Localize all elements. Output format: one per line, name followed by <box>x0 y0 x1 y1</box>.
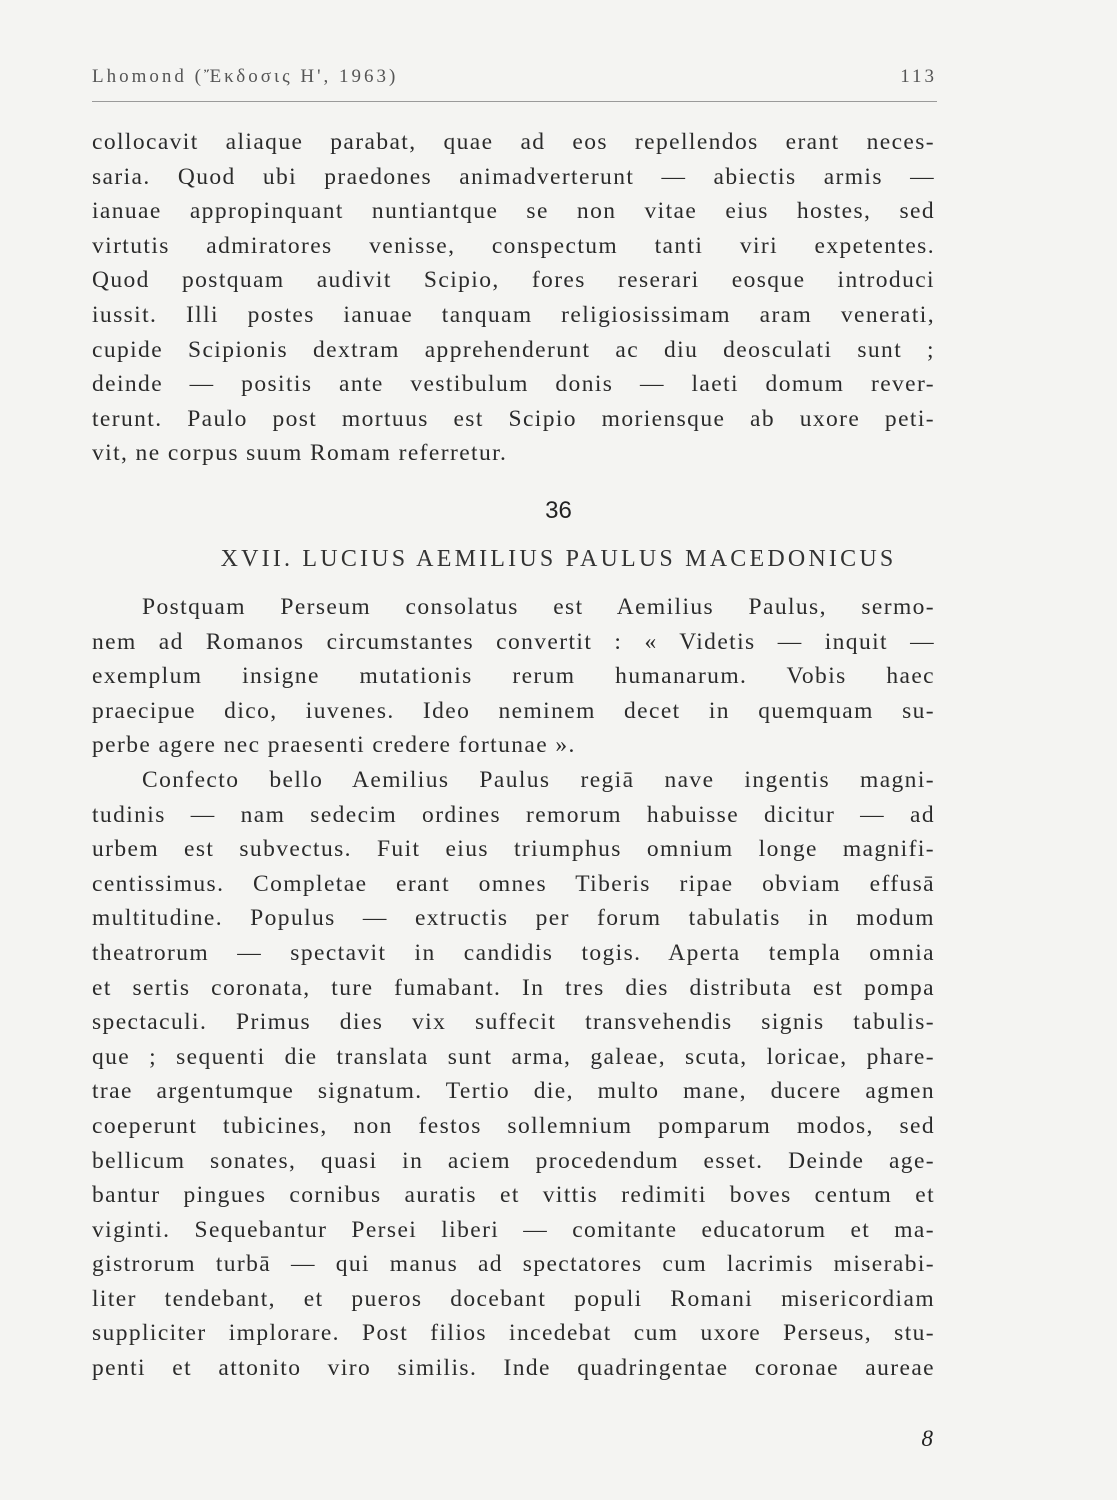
text-line: exemplum insigne mutationis rerum humanarum. Vobis haec <box>92 663 935 690</box>
running-head <box>92 66 937 88</box>
text-line: collocavit aliaque parabat, quae ad eos repellendos erant neces- <box>92 129 935 155</box>
text-line: nem ad Romanos circumstantes convertit : « Videtis — inquit — <box>92 628 935 655</box>
text-line: ianuae appropinquant nuntiantque se non vitae eius hostes, sed <box>92 198 935 225</box>
section-number: 36 <box>545 497 572 524</box>
text-line: viginti. Sequebantur Persei liberi — comitante educatorum et ma- <box>92 1216 935 1243</box>
text-line: vit, ne corpus suum Romam referretur. <box>92 440 508 467</box>
text-line: spectaculi. Primus dies vix suffecit transvehendis signis tabulis- <box>92 1009 935 1036</box>
text-line: Postquam Perseum consolatus est Aemilius Paulus, sermo- <box>142 594 935 620</box>
text-line: bantur pingues cornibus auratis et vittis redimiti boves centum et <box>92 1182 935 1209</box>
header-rule <box>92 101 937 102</box>
text-line: virtutis admiratores venisse, conspectum tanti viri expetentes. <box>92 232 935 259</box>
text-line: cupide Scipionis dextram apprehenderunt ac diu deosculati sunt ; <box>92 336 935 363</box>
text-line: saria. Quod ubi praedones animadverterunt — abiectis armis — <box>92 163 935 190</box>
text-line: que ; sequenti die translata sunt arma, galeae, scuta, loricae, phare- <box>92 1043 935 1070</box>
running-title: Lhomond (Ἔκδοσις Η', 1963) <box>92 66 399 87</box>
text-line: gistrorum turbā — qui manus ad spectatores cum lacrimis miserabi- <box>92 1251 935 1278</box>
text-line: bellicum sonates, quasi in aciem procedendum esset. Deinde age- <box>92 1147 935 1174</box>
text-line: multitudine. Populus — extructis per forum tabulatis in modum <box>92 905 935 932</box>
text-line: iussit. Illi postes ianuae tanquam religiosissimam aram venerati, <box>92 301 935 328</box>
text-line: perbe agere nec praesenti credere fortunae ». <box>92 732 576 759</box>
passage-main <box>92 590 935 1386</box>
text-line: suppliciter implorare. Post filios incedebat cum uxore Perseus, stu- <box>92 1320 935 1347</box>
passage-end <box>92 125 935 471</box>
text-line: Confecto bello Aemilius Paulus regiā nave ingentis magni- <box>142 766 935 793</box>
text-line: centissimus. Completae erant omnes Tiberis ripae obviam effusā <box>92 870 935 897</box>
text-line: praecipue dico, iuvenes. Ideo neminem decet in quemquam su- <box>92 697 935 724</box>
text-line: trae argentumque signatum. Tertio die, multo mane, ducere agmen <box>92 1078 935 1105</box>
text-line: urbem est subvectus. Fuit eius triumphus omnium longe magnifi- <box>92 836 935 863</box>
section-title: XVII. LUCIUS AEMILIUS PAULUS MACEDONICUS <box>220 546 897 572</box>
page-number: 113 <box>900 66 937 87</box>
text-line: penti et attonito viro similis. Inde quadringentae coronae aureae <box>92 1355 935 1382</box>
text-line: tudinis — nam sedecim ordines remorum habuisse dicitur — ad <box>92 801 935 828</box>
text-line: liter tendebant, et pueros docebant populi Romani misericordiam <box>92 1285 935 1312</box>
text-line: Quod postquam audivit Scipio, fores reserari eosque introduci <box>92 267 935 294</box>
text-line: coeperunt tubicines, non festos sollemnium pomparum modos, sed <box>92 1112 935 1139</box>
text-line: et sertis coronata, ture fumabant. In tres dies distributa est pompa <box>92 974 935 1001</box>
text-line: deinde — positis ante vestibulum donis — laeti domum rever- <box>92 371 935 398</box>
text-line: theatrorum — spectavit in candidis togis. Aperta templa omnia <box>92 939 935 966</box>
signature-mark: 8 <box>921 1426 933 1451</box>
text-line: terunt. Paulo post mortuus est Scipio moriensque ab uxore peti- <box>92 405 935 432</box>
